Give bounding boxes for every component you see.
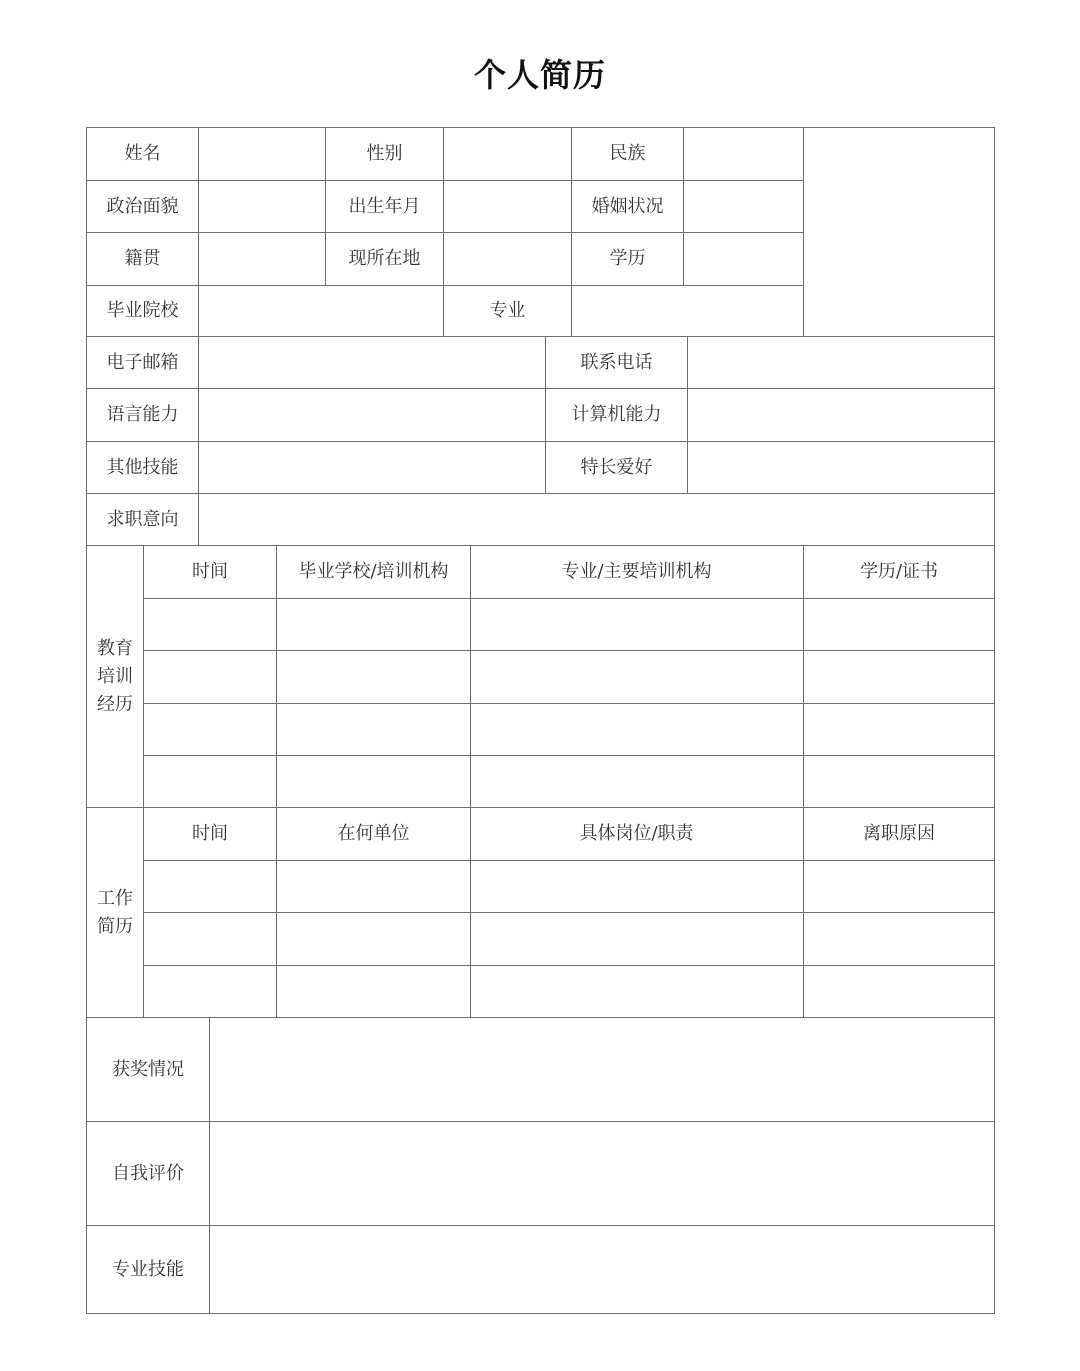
job-intention-field[interactable] [199,494,994,545]
edu-cell[interactable] [471,599,802,650]
label-political-status: 政治面貌 [106,195,179,217]
work-header-company: 在何单位 [337,823,410,844]
major-field[interactable] [572,286,802,336]
edu-header-school: 毕业学校/培训机构 [298,561,449,582]
self-evaluation-field[interactable] [210,1122,994,1225]
education-field[interactable] [684,233,802,285]
edu-cell[interactable] [277,756,470,807]
edu-header-time: 时间 [192,561,228,582]
label-awards: 获奖情况 [112,1058,184,1080]
label-job-intention: 求职意向 [106,508,179,530]
edu-cell[interactable] [471,651,802,702]
label-language-skills: 语言能力 [106,404,179,425]
email-field[interactable] [199,337,545,388]
label-name: 姓名 [124,143,161,164]
photo-box[interactable] [804,128,994,336]
work-cell[interactable] [277,861,470,912]
work-header-time: 时间 [192,823,228,844]
edu-cell[interactable] [804,756,994,807]
language-skills-field[interactable] [199,389,545,441]
marital-status-field[interactable] [684,181,802,232]
edu-header-major: 专业/主要培训机构 [561,561,712,582]
work-cell[interactable] [277,913,470,964]
edu-cell[interactable] [144,756,276,807]
label-self-evaluation: 自我评价 [112,1162,184,1184]
work-cell[interactable] [804,966,994,1017]
label-native-place: 籍贯 [124,248,161,269]
label-current-location: 现所在地 [348,248,421,269]
edu-cell[interactable] [277,651,470,702]
work-section-label: 工作 简历 [97,887,133,937]
work-cell[interactable] [471,913,802,964]
work-cell[interactable] [804,913,994,964]
work-cell[interactable] [144,861,276,912]
label-graduated-school: 毕业院校 [106,300,179,321]
current-location-field[interactable] [444,233,571,285]
edu-cell[interactable] [277,704,470,755]
phone-field[interactable] [688,337,994,388]
label-ethnicity: 民族 [609,143,646,164]
education-section-label: 教育 培训 经历 [97,637,133,715]
label-birth-date: 出生年月 [348,195,421,217]
political-status-field[interactable] [199,181,325,232]
ethnicity-field[interactable] [684,128,802,180]
edu-cell[interactable] [471,756,802,807]
edu-header-certificate: 学历/证书 [859,561,939,582]
work-cell[interactable] [144,966,276,1017]
label-marital-status: 婚姻状况 [591,195,664,217]
work-cell[interactable] [804,861,994,912]
page-title: 个人简历 [473,56,606,94]
native-place-field[interactable] [199,233,325,285]
edu-cell[interactable] [144,704,276,755]
hobbies-field[interactable] [688,442,994,493]
edu-cell[interactable] [471,704,802,755]
other-skills-field[interactable] [199,442,545,493]
edu-cell[interactable] [804,704,994,755]
computer-skills-field[interactable] [688,389,994,441]
work-header-position: 具体岗位/职责 [579,823,694,844]
label-gender: 性别 [366,143,403,164]
label-computer-skills: 计算机能力 [571,404,662,425]
label-professional-skills: 专业技能 [112,1258,184,1280]
label-other-skills: 其他技能 [106,456,179,478]
work-cell[interactable] [471,861,802,912]
name-field[interactable] [199,128,325,180]
edu-cell[interactable] [804,651,994,702]
gender-field[interactable] [444,128,571,180]
work-cell[interactable] [144,913,276,964]
edu-cell[interactable] [277,599,470,650]
label-hobbies: 特长爱好 [580,456,653,478]
edu-cell[interactable] [804,599,994,650]
label-education: 学历 [609,248,646,269]
label-major: 专业 [489,300,526,321]
label-phone: 联系电话 [580,351,653,373]
graduated-school-field[interactable] [199,286,443,336]
label-email: 电子邮箱 [106,351,179,373]
professional-skills-field[interactable] [210,1226,994,1313]
work-cell[interactable] [471,966,802,1017]
work-header-reason: 离职原因 [863,823,935,844]
work-cell[interactable] [277,966,470,1017]
birth-date-field[interactable] [444,181,571,232]
awards-field[interactable] [210,1018,994,1121]
edu-cell[interactable] [144,651,276,702]
edu-cell[interactable] [144,599,276,650]
